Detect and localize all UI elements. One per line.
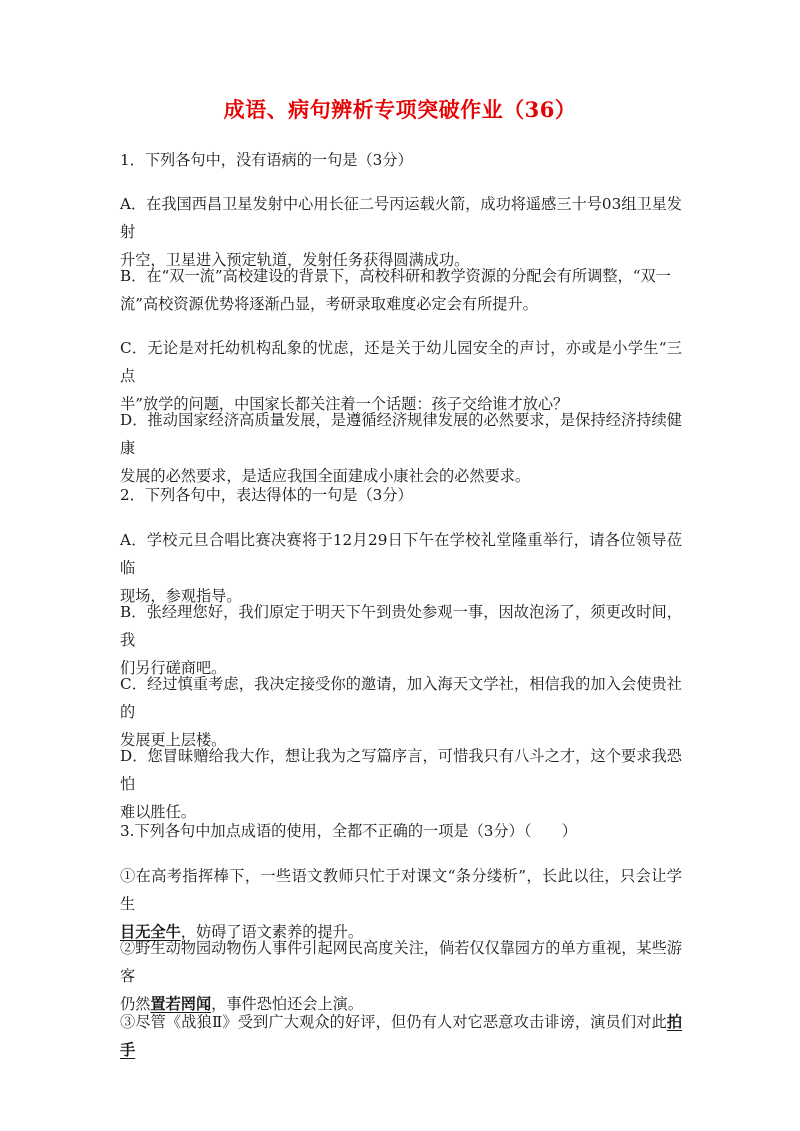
document-title: 成语、病句辨析专项突破作业（36） [223,97,577,122]
q3-sentence-1-line1: ①在高考指挥棒下，一些语文教师只忙于对课文“条分缕析”，长此以往，只会让学生 [120,867,682,913]
q2-option-a-line1: A．学校元旦合唱比赛决赛将于12月29日下午在学校礼堂隆重举行，请各位领导莅临 [120,531,682,577]
q2-option-d-line1: D．您冒昧赠给我大作，想让我为之写篇序言，可惜我只有八斗之才，这个要求我恐怕 [120,747,682,793]
q1-option-b-line1: B．在“双一流”高校建设的背景下，高校科研和教学资源的分配会有所调整，“双一 [120,267,671,285]
q1-option-a-line1: A．在我国西昌卫星发射中心用长征二号丙运载火箭，成功将遥感三十号03组卫星发射 [120,195,682,241]
q3-idiom-3: 拍手 [120,1013,682,1059]
q3-sentence-2-line1: ②野生动物园动物伤人事件引起网民高度关注，倘若仅仅靠园方的单方重视，某些游客 [120,939,682,985]
q1-option-c-line2: 半”放学的问题，中国家长都关注着一个话题：孩子交给谁才放心？ [120,395,569,413]
q2-stem: 2．下列各句中，表达得体的一句是（3分） [120,486,413,504]
q2-option-b-line2: 们另行磋商吧。 [120,659,227,677]
q3-sentence-2 [120,934,682,1018]
q3-sentence-1-rest: ，妨碍了语文素养的提升。 [180,923,363,941]
q3-idiom-1: 目无全牛 [120,923,181,941]
q2-option-c-line1: C．经过慎重考虑，我决定接受你的邀请，加入海天文学社，相信我的加入会使贵社的 [120,675,682,721]
q1-option-c-line1: C．无论是对托幼机构乱象的忧虑，还是关于幼儿园安全的声讨，亦或是小学生“三点 [120,339,682,385]
q2-option-c-line2: 发展更上层楼。 [120,731,227,749]
q2-option-d-line2: 难以胜任。 [120,803,196,821]
q1-option-d-line2: 发展的必然要求，是适应我国全面建成小康社会的必然要求。 [120,467,531,485]
q3-idiom-2: 置若罔闻 [150,995,212,1013]
q1-option-a-line2: 升空，卫星进入预定轨道，发射任务获得圆满成功。 [120,251,470,269]
q3-sentence-2-rest: ，事件恐怕还会上演。 [211,995,363,1013]
q3-sentence-3-text: ③尽管《战狼Ⅱ》受到广大观众的好评，但仍有人对它恶意攻击诽谤，演员们对此 [120,1013,667,1031]
q3-sentence-3 [120,1008,682,1064]
q1-option-b [120,262,682,318]
q3-stem: 3.下列各句中加点成语的使用，全都不正确的一项是（3分）（ ） [120,822,577,840]
q2-option-b-line1: B．张经理您好，我们原定于明天下午到贵处参观一事，因故泡汤了，须更改时间，我 [120,603,682,649]
q1-option-d [120,406,682,490]
q1-option-d-line1: D．推动国家经济高质量发展，是遵循经济规律发展的必然要求，是保持经济持续健康 [120,411,682,457]
q2-option-d [120,742,682,826]
q3-sentence-3-line1 [120,1008,682,1064]
q3-sentence-2-pre: 仍然 [120,995,151,1013]
q1-option-b-line2: 流”高校资源优势将逐渐凸显，考研录取难度必定会有所提升。 [120,295,538,313]
q1-stem: 1．下列各句中，没有语病的一句是（3分） [120,151,413,169]
q2-option-a-line2: 现场，参观指导。 [120,587,242,605]
